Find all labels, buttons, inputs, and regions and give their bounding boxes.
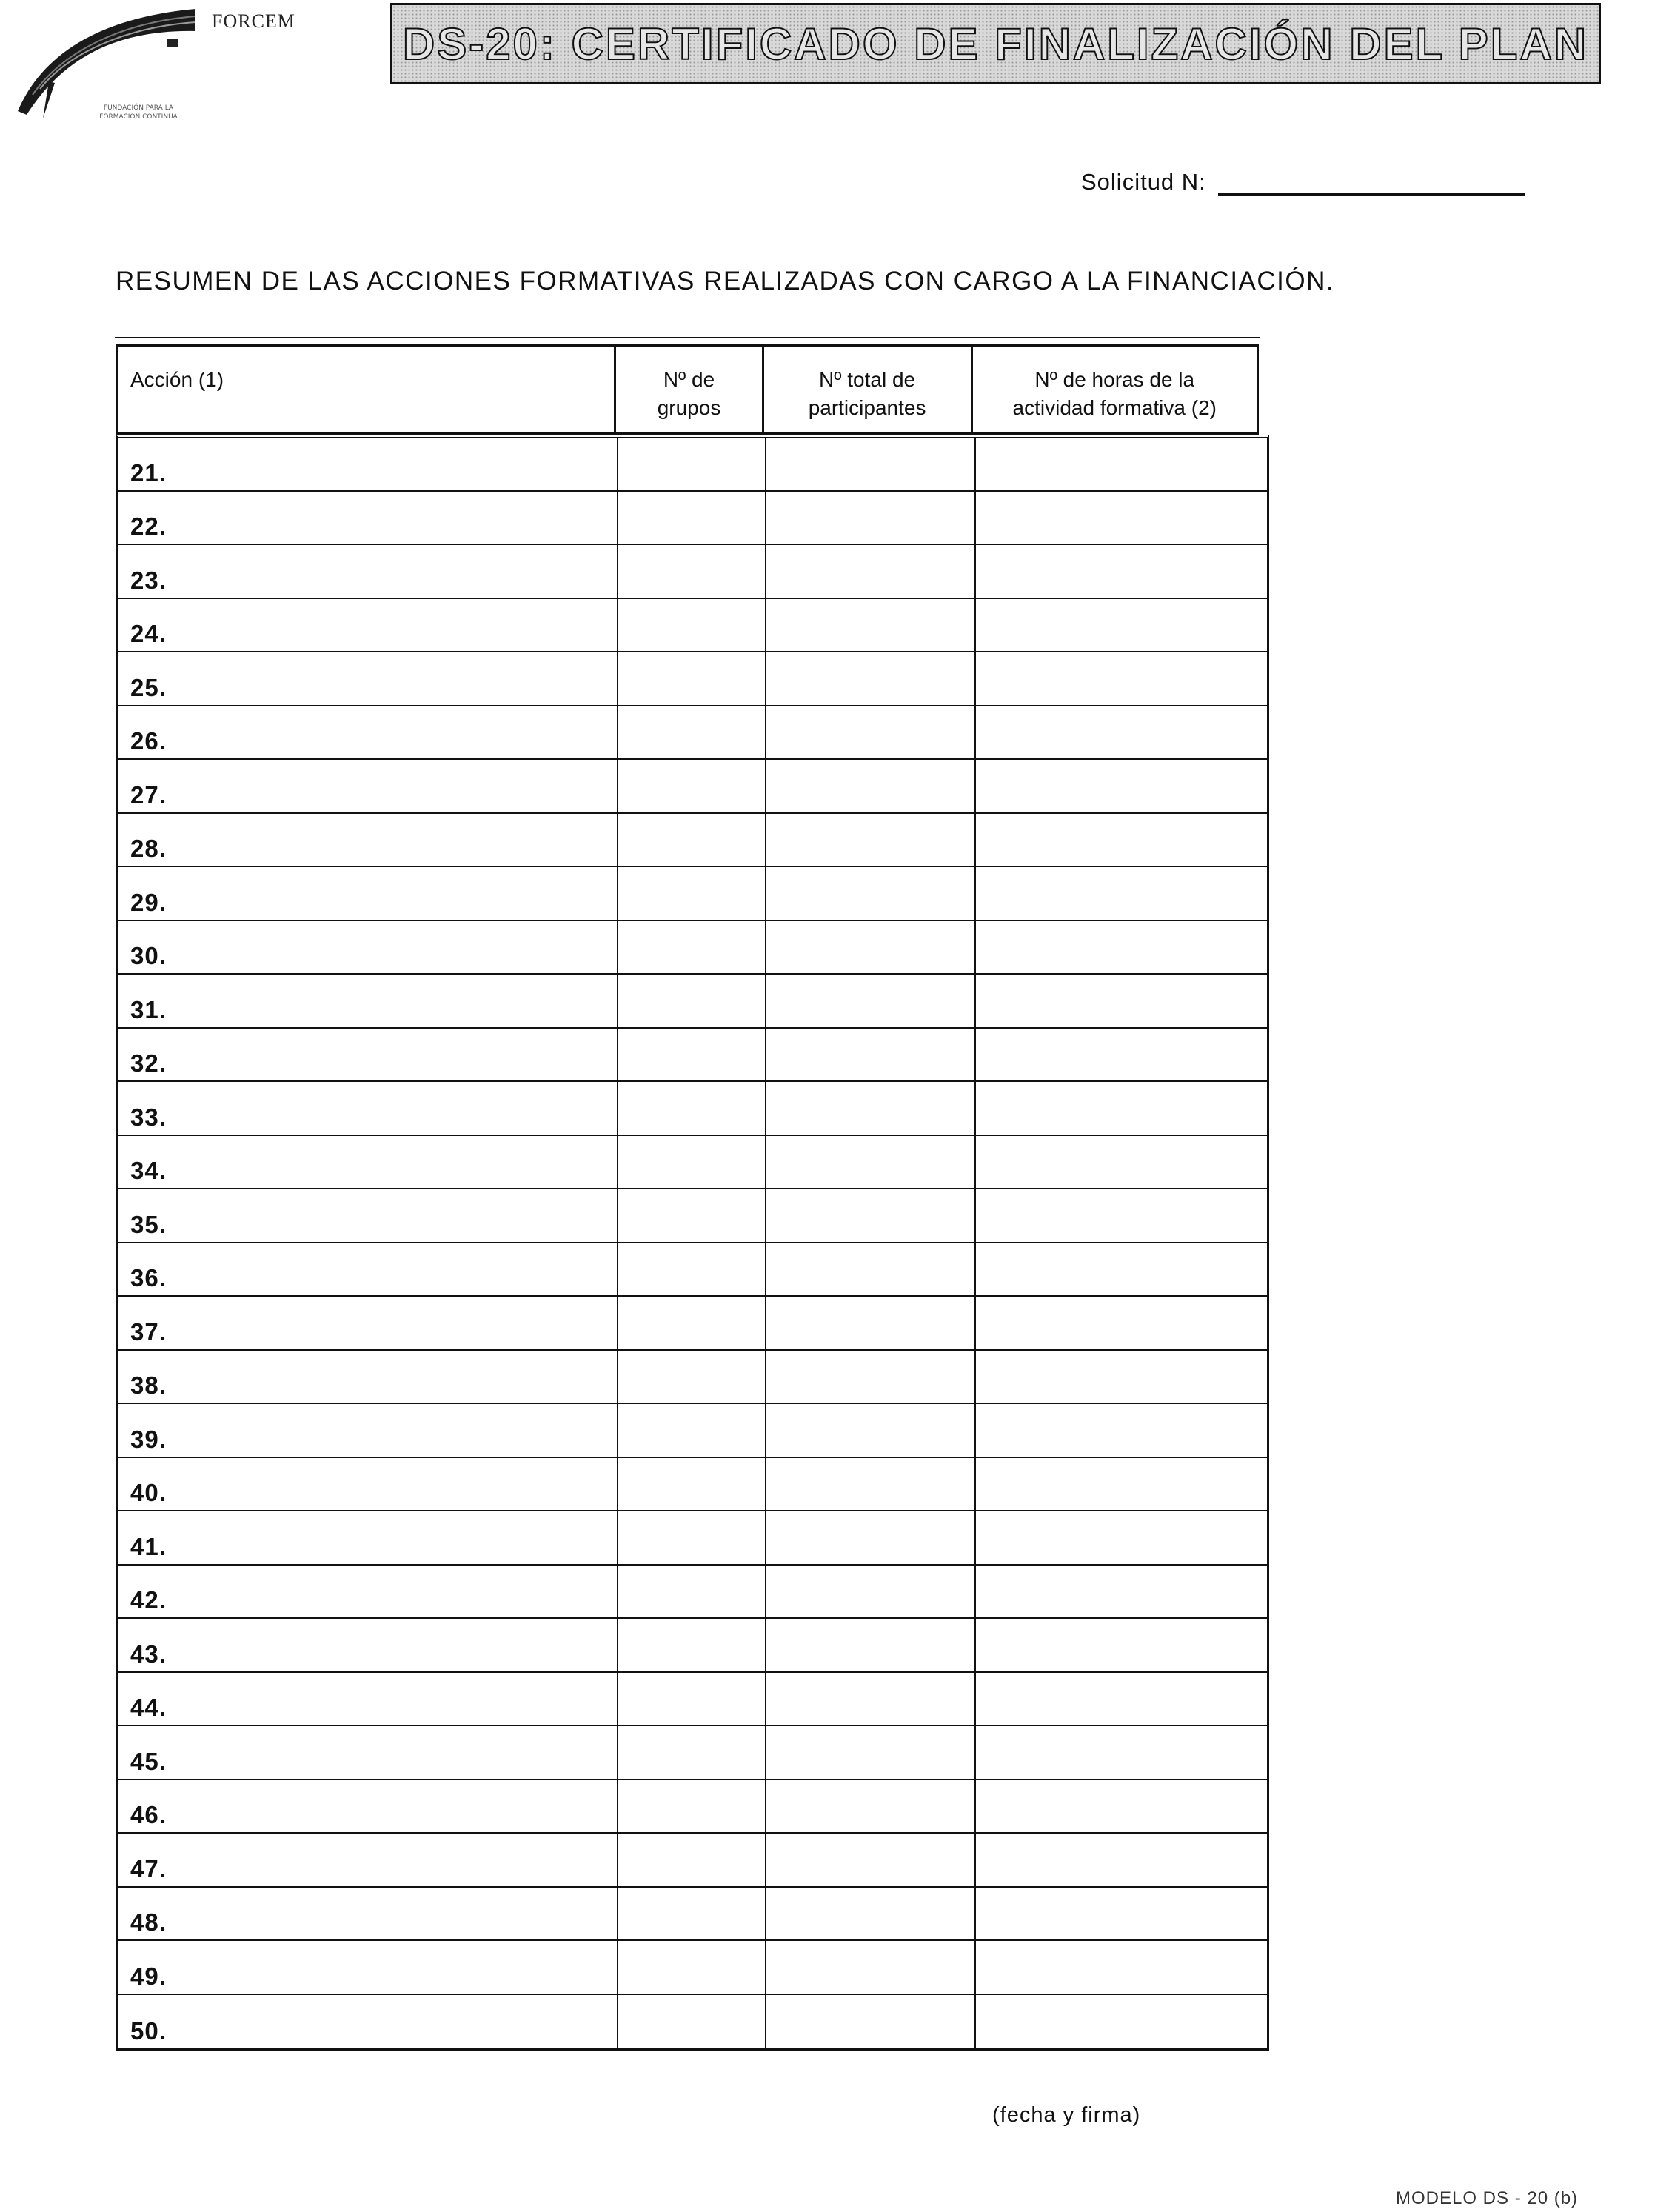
horas-cell[interactable] <box>976 814 1267 866</box>
horas-cell[interactable] <box>976 1029 1267 1081</box>
table-row <box>118 1404 1267 1458</box>
horas-cell[interactable] <box>976 760 1267 812</box>
participantes-cell[interactable] <box>766 1029 976 1081</box>
row-number: 30. <box>130 942 167 969</box>
row-number: 27. <box>130 781 167 809</box>
horas-cell[interactable] <box>976 1619 1267 1671</box>
table-row <box>118 1941 1267 1995</box>
row-number: 23. <box>130 566 167 594</box>
grupos-cell[interactable] <box>618 1726 766 1779</box>
accion-cell[interactable] <box>118 1995 618 2049</box>
grupos-cell[interactable] <box>618 1566 766 1618</box>
header-grupos-label: Nº de grupos <box>657 368 721 419</box>
accion-cell[interactable] <box>118 975 618 1027</box>
participantes-cell[interactable] <box>766 975 976 1027</box>
accion-cell[interactable] <box>118 1941 618 1994</box>
accion-cell[interactable] <box>118 1458 618 1511</box>
participantes-cell[interactable] <box>766 1726 976 1779</box>
header-participantes <box>764 347 973 432</box>
accion-cell[interactable] <box>118 1673 618 1725</box>
row-number: 33. <box>130 1103 167 1131</box>
grupos-cell[interactable] <box>618 814 766 866</box>
horas-cell[interactable] <box>976 492 1267 544</box>
grupos-cell[interactable] <box>618 599 766 652</box>
participantes-cell[interactable] <box>766 1136 976 1189</box>
grupos-cell[interactable] <box>618 1082 766 1135</box>
row-number: 46. <box>130 1801 167 1828</box>
table-header <box>116 344 1259 435</box>
accion-cell[interactable] <box>118 1834 618 1886</box>
participantes-cell[interactable] <box>766 492 976 544</box>
header-horas <box>973 347 1257 432</box>
accion-cell[interactable] <box>118 867 618 920</box>
grupos-cell[interactable] <box>618 760 766 812</box>
participantes-cell[interactable] <box>766 1780 976 1833</box>
grupos-cell[interactable] <box>618 1136 766 1189</box>
horas-cell[interactable] <box>976 1726 1267 1779</box>
table-row <box>118 1297 1267 1351</box>
table-row <box>118 1511 1267 1566</box>
grupos-cell[interactable] <box>618 867 766 920</box>
participantes-cell[interactable] <box>766 545 976 598</box>
table-row <box>118 706 1267 761</box>
table-row <box>118 492 1267 546</box>
grupos-cell[interactable] <box>618 1243 766 1296</box>
grupos-cell[interactable] <box>618 1297 766 1349</box>
horas-cell[interactable] <box>976 1404 1267 1457</box>
grupos-cell[interactable] <box>618 652 766 705</box>
horas-cell[interactable] <box>976 1780 1267 1833</box>
grupos-cell[interactable] <box>618 1404 766 1457</box>
accion-cell[interactable] <box>118 1566 618 1618</box>
table-row <box>118 921 1267 975</box>
grupos-cell[interactable] <box>618 1995 766 2049</box>
horas-cell[interactable] <box>976 921 1267 974</box>
table-row <box>118 1189 1267 1243</box>
participantes-cell[interactable] <box>766 814 976 866</box>
accion-cell[interactable] <box>118 760 618 812</box>
accion-cell[interactable] <box>118 1780 618 1833</box>
table-row <box>118 599 1267 653</box>
table-row <box>118 1995 1267 2049</box>
accion-cell[interactable] <box>118 1297 618 1349</box>
table-row <box>118 1243 1267 1297</box>
header-horas-label: Nº de horas de la actividad formativa (2) <box>1012 368 1217 419</box>
participantes-cell[interactable] <box>766 1995 976 2049</box>
forcem-logo <box>10 0 295 163</box>
participantes-cell[interactable] <box>766 1566 976 1618</box>
row-number: 32. <box>130 1049 167 1077</box>
accion-cell[interactable] <box>118 1619 618 1671</box>
accion-cell[interactable] <box>118 1404 618 1457</box>
horas-cell[interactable] <box>976 1136 1267 1189</box>
table-row <box>118 814 1267 868</box>
horas-cell[interactable] <box>976 1297 1267 1349</box>
accion-cell[interactable] <box>118 1136 618 1189</box>
accion-cell[interactable] <box>118 1189 618 1242</box>
participantes-cell[interactable] <box>766 867 976 920</box>
horas-cell[interactable] <box>976 706 1267 759</box>
grupos-cell[interactable] <box>618 706 766 759</box>
table-row <box>118 1619 1267 1673</box>
row-number: 39. <box>130 1425 167 1453</box>
table-row <box>118 1136 1267 1190</box>
table-row <box>118 867 1267 921</box>
grupos-cell[interactable] <box>618 1941 766 1994</box>
table-row <box>118 1029 1267 1083</box>
table-row <box>118 1780 1267 1834</box>
horas-cell[interactable] <box>976 1458 1267 1511</box>
grupos-cell[interactable] <box>618 1780 766 1833</box>
row-number: 41. <box>130 1532 167 1560</box>
grupos-cell[interactable] <box>618 1619 766 1671</box>
accion-cell[interactable] <box>118 1029 618 1081</box>
participantes-cell[interactable] <box>766 1941 976 1994</box>
horas-cell[interactable] <box>976 652 1267 705</box>
participantes-cell[interactable] <box>766 1351 976 1403</box>
horas-cell[interactable] <box>976 1566 1267 1618</box>
table-row <box>118 1673 1267 1727</box>
accion-cell[interactable] <box>118 652 618 705</box>
accion-cell[interactable] <box>118 492 618 544</box>
participantes-cell[interactable] <box>766 1404 976 1457</box>
accion-cell[interactable] <box>118 438 618 490</box>
participantes-cell[interactable] <box>766 1619 976 1671</box>
row-number: 31. <box>130 995 167 1023</box>
accion-cell[interactable] <box>118 706 618 759</box>
grupos-cell[interactable] <box>618 1673 766 1725</box>
participantes-cell[interactable] <box>766 1297 976 1349</box>
grupos-cell[interactable] <box>618 1351 766 1403</box>
row-number: 26. <box>130 727 167 755</box>
grupos-cell[interactable] <box>618 1511 766 1564</box>
horas-cell[interactable] <box>976 438 1267 490</box>
fecha-firma: (fecha y firma) <box>992 2103 1141 2127</box>
participantes-cell[interactable] <box>766 1511 976 1564</box>
horas-cell[interactable] <box>976 1888 1267 1940</box>
accion-cell[interactable] <box>118 921 618 974</box>
row-number: 37. <box>130 1317 167 1346</box>
row-number: 50. <box>130 2017 167 2045</box>
grupos-cell[interactable] <box>618 921 766 974</box>
horas-cell[interactable] <box>976 1351 1267 1403</box>
grupos-cell[interactable] <box>618 1888 766 1940</box>
row-number: 42. <box>130 1586 167 1614</box>
horas-cell[interactable] <box>976 1941 1267 1994</box>
page-title: DS-20: CERTIFICADO DE FINALIZACIÓN DEL PLAN <box>402 19 1589 69</box>
row-number: 24. <box>130 620 167 647</box>
participantes-cell[interactable] <box>766 1834 976 1886</box>
accion-cell[interactable] <box>118 1351 618 1403</box>
table-row <box>118 652 1267 706</box>
section-title: RESUMEN DE LAS ACCIONES FORMATIVAS REALIZADAS CON CARGO A LA FINANCIACIÓN. <box>116 267 1335 295</box>
title-banner <box>390 3 1601 84</box>
participantes-cell[interactable] <box>766 760 976 812</box>
accion-cell[interactable] <box>118 814 618 866</box>
table-row <box>118 1888 1267 1942</box>
horas-cell[interactable] <box>976 1834 1267 1886</box>
grupos-cell[interactable] <box>618 1458 766 1511</box>
horas-cell[interactable] <box>976 1673 1267 1725</box>
horas-cell[interactable] <box>976 545 1267 598</box>
row-number: 36. <box>130 1264 167 1292</box>
accion-cell[interactable] <box>118 1888 618 1940</box>
accion-cell[interactable] <box>118 599 618 652</box>
participantes-cell[interactable] <box>766 1673 976 1725</box>
accion-cell[interactable] <box>118 1511 618 1564</box>
logo-name: FORCEM <box>212 10 295 32</box>
row-number: 29. <box>130 888 167 916</box>
participantes-cell[interactable] <box>766 1243 976 1296</box>
grupos-cell[interactable] <box>618 1189 766 1242</box>
header-participantes-label: Nº total de participantes <box>808 368 926 419</box>
accion-cell[interactable] <box>118 1082 618 1135</box>
row-number: 48. <box>130 1908 167 1936</box>
participantes-cell[interactable] <box>766 652 976 705</box>
participantes-cell[interactable] <box>766 1888 976 1940</box>
row-number: 40. <box>130 1479 167 1506</box>
horas-cell[interactable] <box>976 1189 1267 1242</box>
participantes-cell[interactable] <box>766 438 976 490</box>
header-accion-label: Acción (1) <box>130 368 224 391</box>
logo-swoosh-icon <box>10 0 203 163</box>
grupos-cell[interactable] <box>618 545 766 598</box>
accion-cell[interactable] <box>118 1243 618 1296</box>
horas-cell[interactable] <box>976 1243 1267 1296</box>
accion-cell[interactable] <box>118 545 618 598</box>
modelo-label: MODELO DS - 20 (b) <box>1396 2188 1579 2208</box>
solicitud-input-line[interactable] <box>1218 173 1525 196</box>
participantes-cell[interactable] <box>766 1082 976 1135</box>
acciones-table <box>115 337 1266 2059</box>
accion-cell[interactable] <box>118 1726 618 1779</box>
horas-cell[interactable] <box>976 1995 1267 2049</box>
logo-subtitle: FUNDACIÓN PARA LA FORMACIÓN CONTINUA <box>99 104 178 121</box>
participantes-cell[interactable] <box>766 599 976 652</box>
participantes-cell[interactable] <box>766 1458 976 1511</box>
participantes-cell[interactable] <box>766 921 976 974</box>
table-body <box>116 435 1269 2051</box>
row-number: 25. <box>130 673 167 701</box>
table-row <box>118 1566 1267 1620</box>
row-number: 34. <box>130 1157 167 1184</box>
table-top-rule <box>115 337 1260 338</box>
table-row <box>118 1834 1267 1888</box>
table-row <box>118 760 1267 814</box>
grupos-cell[interactable] <box>618 1029 766 1081</box>
row-number: 45. <box>130 1747 167 1775</box>
table-row <box>118 545 1267 599</box>
participantes-cell[interactable] <box>766 706 976 759</box>
table-row <box>118 1726 1267 1780</box>
table-row <box>118 1351 1267 1405</box>
row-number: 49. <box>130 1962 167 1990</box>
row-number: 28. <box>130 835 167 862</box>
table-row <box>118 1082 1267 1136</box>
grupos-cell[interactable] <box>618 975 766 1027</box>
table-row <box>118 438 1267 492</box>
grupos-cell[interactable] <box>618 438 766 490</box>
horas-cell[interactable] <box>976 867 1267 920</box>
horas-cell[interactable] <box>976 1511 1267 1564</box>
row-number: 44. <box>130 1694 167 1721</box>
table-row <box>118 1458 1267 1512</box>
row-number: 43. <box>130 1640 167 1668</box>
grupos-cell[interactable] <box>618 492 766 544</box>
horas-cell[interactable] <box>976 599 1267 652</box>
header-accion <box>118 347 616 432</box>
participantes-cell[interactable] <box>766 1189 976 1242</box>
horas-cell[interactable] <box>976 1082 1267 1135</box>
row-number: 47. <box>130 1854 167 1882</box>
header-grupos <box>616 347 763 432</box>
row-number: 35. <box>130 1210 167 1238</box>
grupos-cell[interactable] <box>618 1834 766 1886</box>
row-number: 21. <box>130 458 167 487</box>
row-number: 38. <box>130 1371 167 1399</box>
table-row <box>118 975 1267 1029</box>
row-number: 22. <box>130 512 167 540</box>
solicitud-label: Solicitud N: <box>1081 169 1206 195</box>
solicitud-field <box>1081 169 1525 196</box>
horas-cell[interactable] <box>976 975 1267 1027</box>
